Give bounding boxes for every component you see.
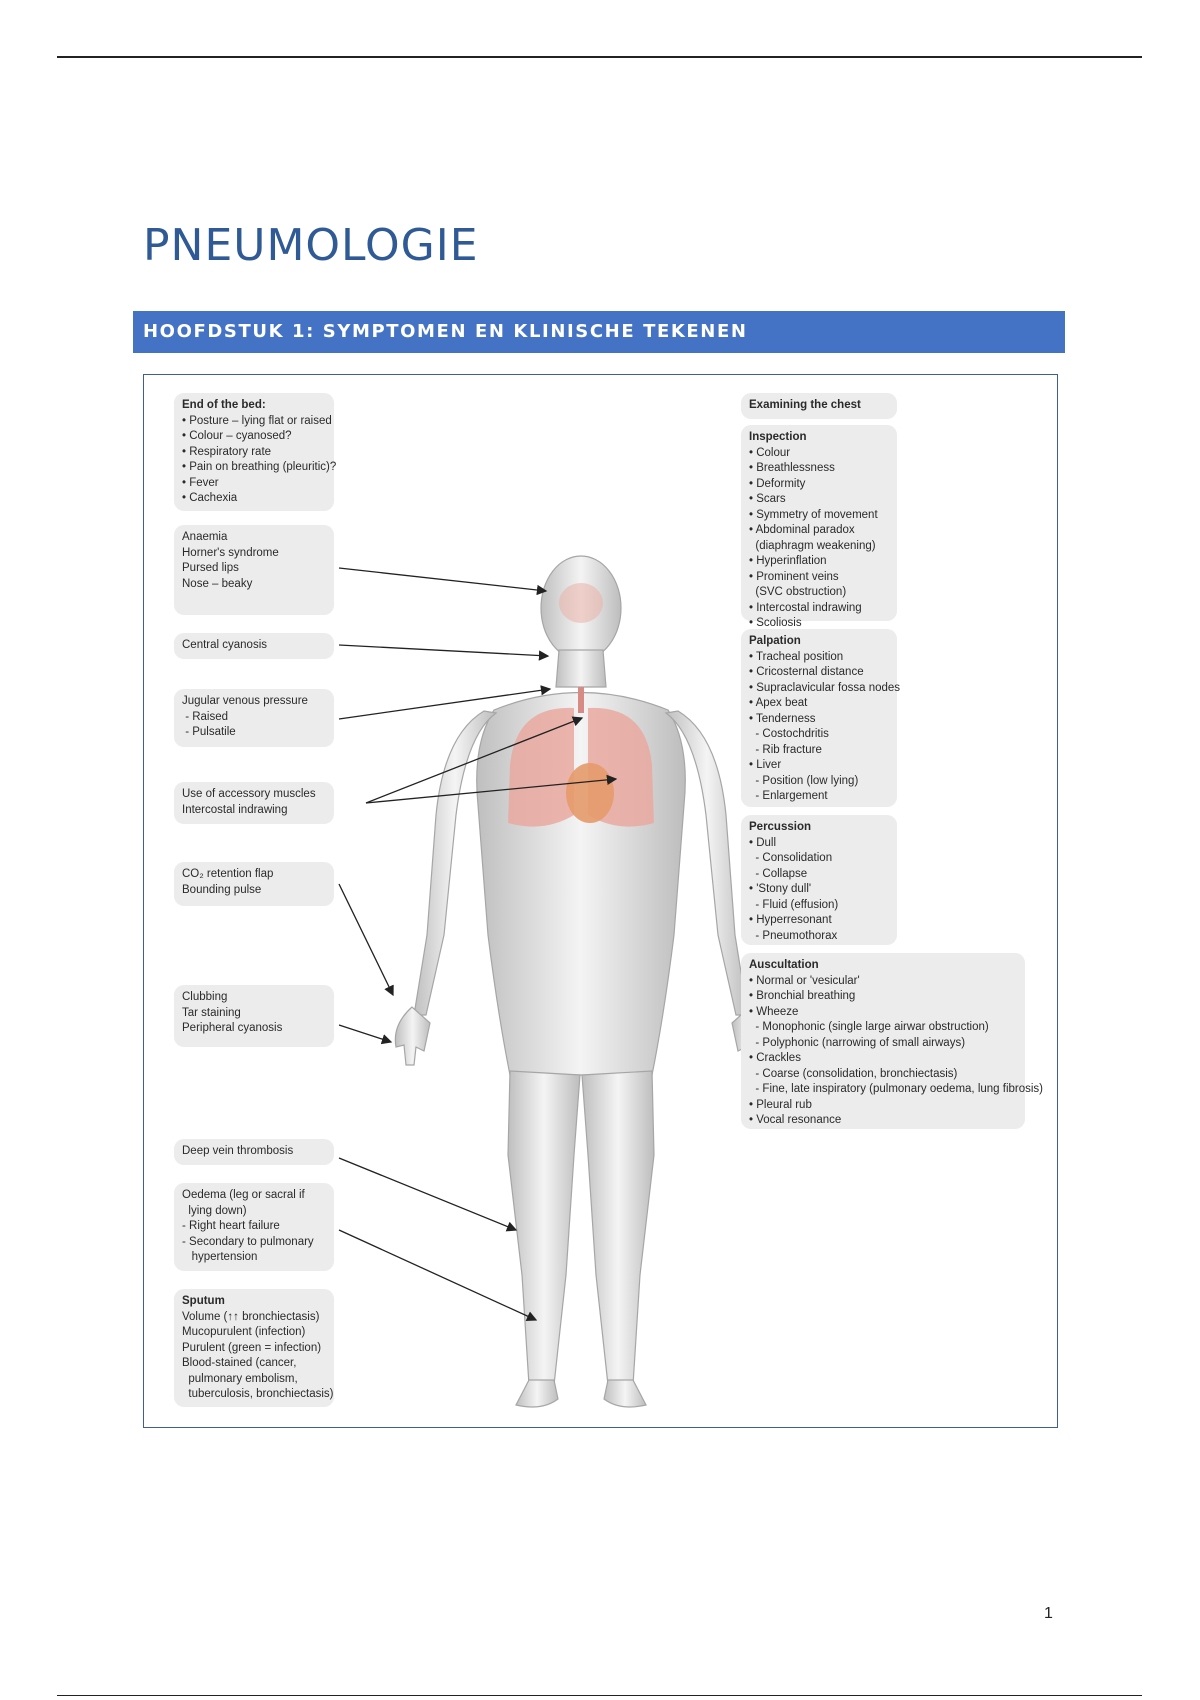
- box-heading: Sputum: [182, 1295, 225, 1307]
- box-line: • Respiratory rate: [182, 445, 272, 458]
- inspection-box: [741, 425, 897, 629]
- box-line: • Dull: [749, 836, 777, 849]
- box-heading: End of the bed:: [182, 399, 266, 411]
- human-body-figure: [395, 556, 766, 1407]
- box-line: • Scoliosis: [749, 617, 802, 629]
- box-line: • Prominent veins: [749, 570, 839, 583]
- box-line: • Fever: [182, 476, 219, 489]
- box-line: • Normal or 'vesicular': [749, 974, 860, 987]
- box-line: - Consolidation: [749, 852, 833, 864]
- box-line: Peripheral cyanosis: [182, 1022, 283, 1034]
- box-line: • Pleural rub: [749, 1098, 812, 1111]
- box-line: • Pain on breathing (pleuritic)?: [182, 461, 337, 473]
- box-line: Purulent (green = infection): [182, 1341, 322, 1354]
- central-cyanosis-box: [174, 633, 334, 659]
- box-line: Central cyanosis: [182, 639, 268, 651]
- box-line: Jugular venous pressure: [182, 695, 308, 707]
- box-line: - Raised: [182, 710, 229, 723]
- box-line: CO₂ retention flap: [182, 868, 274, 880]
- box-line: - Pulsatile: [182, 726, 236, 738]
- deep-vein-thrombosis-box: [174, 1139, 334, 1165]
- box-line: - Monophonic (single large airwar obstruction): [749, 1021, 989, 1033]
- box-line: • Apex beat: [749, 697, 808, 709]
- face-highlight: [559, 583, 603, 623]
- box-line: Tar staining: [182, 1006, 241, 1019]
- box-line: • Cachexia: [182, 492, 238, 504]
- box-line: - Fluid (effusion): [749, 898, 839, 911]
- examining-chest-box: [741, 393, 897, 419]
- box-line: - Polyphonic (narrowing of small airways): [749, 1036, 966, 1049]
- page-number: 1: [1044, 1605, 1053, 1622]
- box-line: Anaemia: [182, 531, 228, 543]
- box-heading: Auscultation: [749, 959, 819, 971]
- heart-illustration: [566, 763, 614, 823]
- box-line: - Enlargement: [749, 790, 828, 802]
- box-line: • Cricosternal distance: [749, 666, 864, 678]
- box-line: • Bronchial breathing: [749, 990, 856, 1002]
- box-line: • Supraclavicular fossa nodes: [749, 681, 901, 694]
- box-line: • Colour: [749, 446, 791, 459]
- chapter-heading-bar: [133, 311, 1065, 353]
- box-heading: Percussion: [749, 821, 811, 833]
- box-line: • Breathlessness: [749, 462, 835, 474]
- box-line: • Deformity: [749, 477, 806, 490]
- box-line: - Collapse: [749, 867, 808, 880]
- box-line: Deep vein thrombosis: [182, 1145, 294, 1157]
- box-heading: Palpation: [749, 635, 801, 647]
- top-rule: [57, 56, 1142, 58]
- box-line: - Fine, late inspiratory (pulmonary oedema, lung fibrosis): [749, 1083, 1044, 1095]
- accessory-muscles-box: [174, 782, 334, 824]
- clinical-examination-figure: [143, 374, 1058, 1428]
- box-line: - Coarse (consolidation, bronchiectasis): [749, 1067, 958, 1080]
- box-line: - Rib fracture: [749, 743, 822, 756]
- box-line: • Vocal resonance: [749, 1114, 842, 1126]
- box-line: Clubbing: [182, 991, 228, 1003]
- box-line: • Symmetry of movement: [749, 508, 878, 521]
- box-line: • Abdominal paradox: [749, 524, 855, 536]
- box-line: - Right heart failure: [182, 1220, 280, 1232]
- palpation-box: [741, 629, 901, 807]
- percussion-box: [741, 815, 897, 945]
- box-line: Nose – beaky: [182, 577, 253, 590]
- box-line: • Tenderness: [749, 712, 816, 725]
- box-line: • Scars: [749, 493, 786, 505]
- box-line: pulmonary embolism,: [182, 1372, 298, 1385]
- box-line: tuberculosis, bronchiectasis): [182, 1388, 334, 1400]
- box-line: Volume (↑↑ bronchiectasis): [182, 1310, 320, 1323]
- box-heading: Inspection: [749, 431, 807, 443]
- sputum-box: [174, 1289, 334, 1407]
- jugular-venous-pressure-box: [174, 689, 334, 747]
- box-line: • 'Stony dull': [749, 883, 812, 895]
- hand-signs-box: [174, 985, 334, 1047]
- box-line: - Position (low lying): [749, 774, 859, 787]
- box-line: • Posture – lying flat or raised: [182, 414, 332, 427]
- box-line: hypertension: [182, 1251, 258, 1263]
- box-line: • Hyperinflation: [749, 555, 827, 567]
- box-line: Intercostal indrawing: [182, 803, 288, 816]
- end-of-bed-box: [174, 393, 337, 511]
- head-signs-box: [174, 525, 334, 615]
- box-line: Pursed lips: [182, 562, 239, 574]
- box-line: • Hyperresonant: [749, 914, 832, 926]
- box-line: Blood-stained (cancer,: [182, 1357, 297, 1369]
- box-line: • Wheeze: [749, 1005, 799, 1018]
- box-line: Bounding pulse: [182, 883, 262, 896]
- box-line: - Secondary to pulmonary: [182, 1235, 314, 1248]
- box-line: (diaphragm weakening): [749, 539, 876, 552]
- box-line: Use of accessory muscles: [182, 788, 316, 800]
- box-line: - Costochdritis: [749, 728, 829, 740]
- chapter-heading: HOOFDSTUK 1: SYMPTOMEN EN KLINISCHE TEKENEN: [143, 321, 748, 342]
- box-line: • Crackles: [749, 1052, 801, 1064]
- box-line: • Colour – cyanosed?: [182, 430, 292, 442]
- box-line: Oedema (leg or sacral if: [182, 1189, 305, 1201]
- box-line: • Tracheal position: [749, 650, 844, 663]
- box-line: Horner's syndrome: [182, 546, 279, 559]
- box-line: • Intercostal indrawing: [749, 601, 862, 614]
- oedema-box: [174, 1183, 334, 1271]
- box-line: Mucopurulent (infection): [182, 1326, 306, 1338]
- auscultation-box: [741, 953, 1044, 1129]
- box-line: lying down): [182, 1204, 247, 1217]
- co2-retention-box: [174, 862, 334, 906]
- box-heading: Examining the chest: [749, 399, 861, 411]
- box-line: • Liver: [749, 759, 782, 771]
- box-line: - Pneumothorax: [749, 929, 838, 942]
- bottom-rule: [57, 1695, 1142, 1696]
- document-title: PNEUMOLOGIE: [143, 220, 479, 271]
- box-line: (SVC obstruction): [749, 586, 847, 598]
